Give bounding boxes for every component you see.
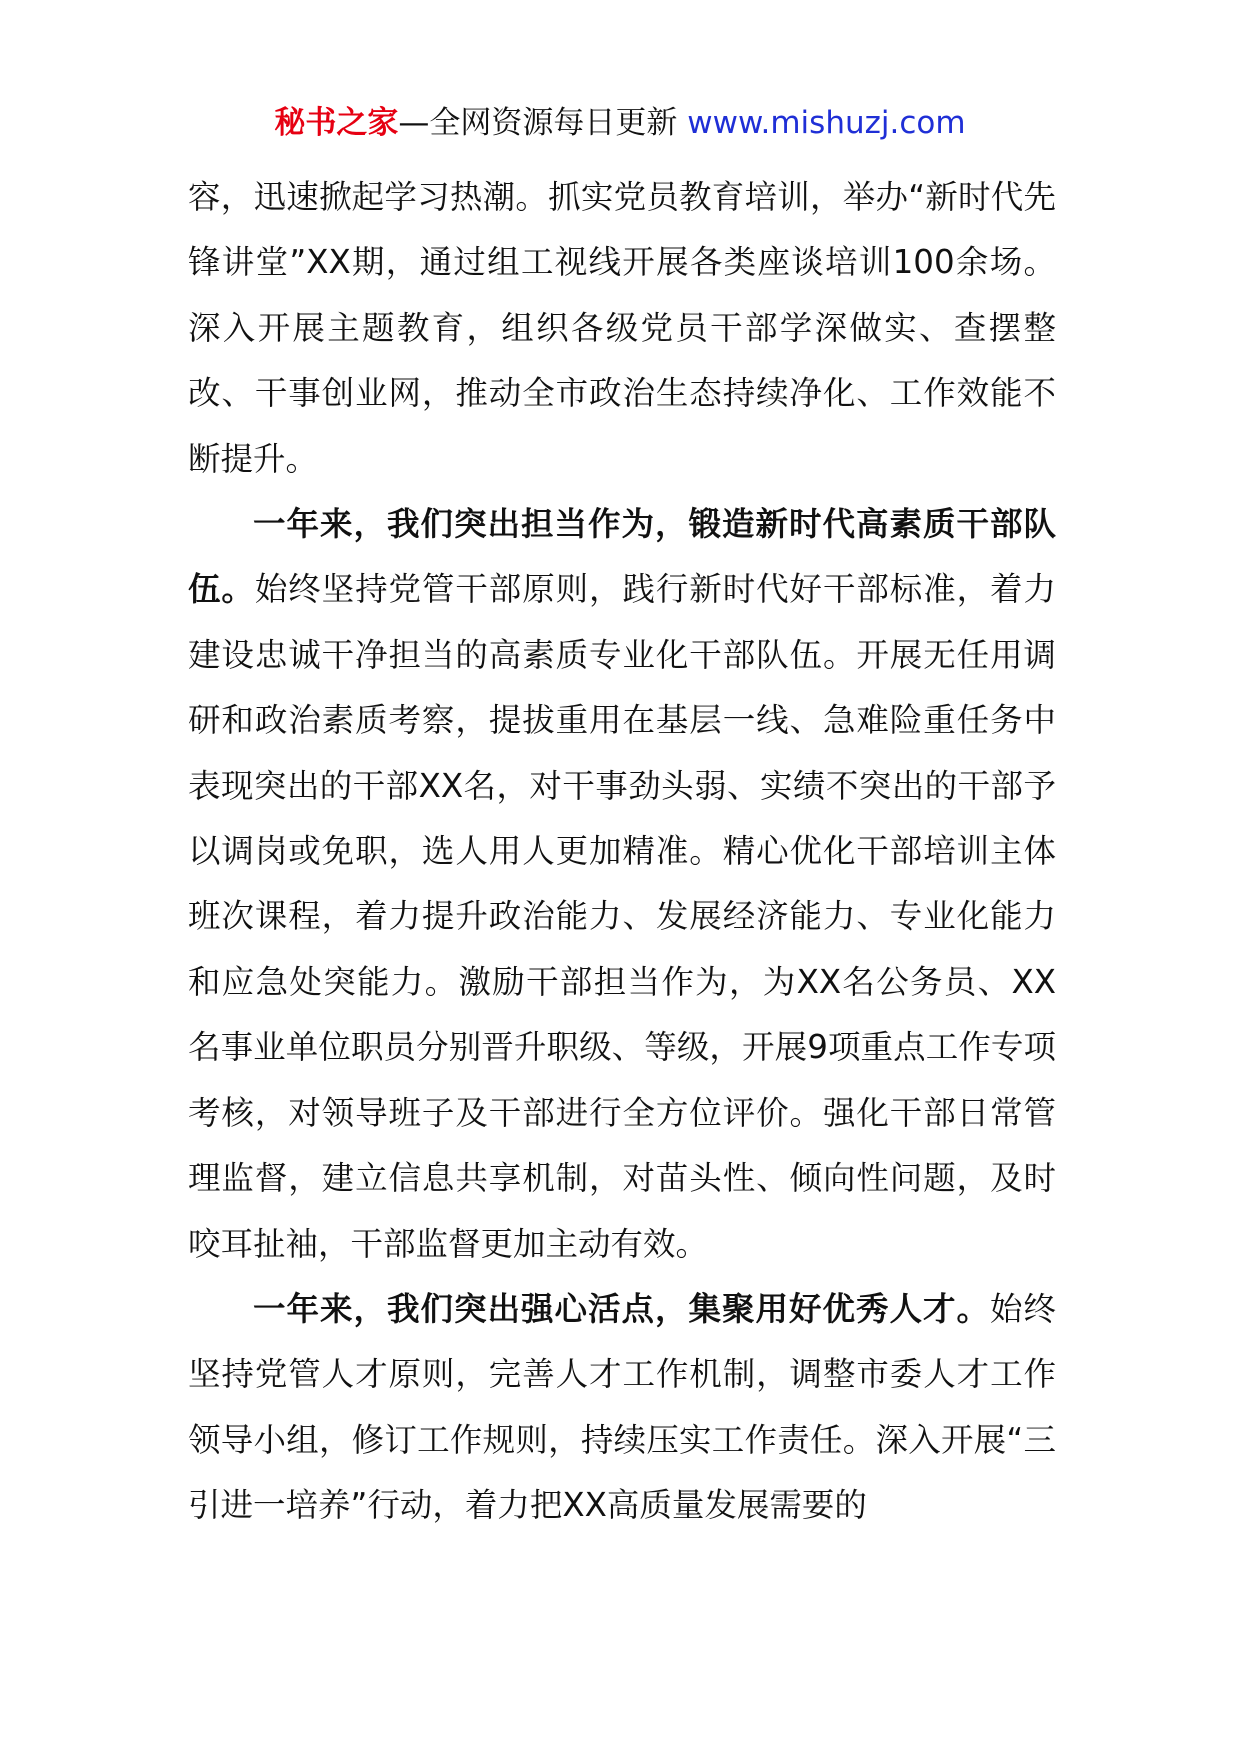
brand-name: 秘书之家 xyxy=(274,105,399,141)
site-header xyxy=(0,101,1240,145)
paragraph-text: 始终坚持党管干部原则，践行新时代好干部标准，着力建设忠诚干净担当的高素质专业化干部队伍。开展无任用调研和政治素质考察，提拔重用在基层一线、急难险重任务中表现突出的干部XX名，对干事劲头弱、实绩不突出的干部予以调岗或免职，选人用人更加精准。精心优化干部培训主体班次课程，着力提升政治能力、发展经济能力、专业化能力和应急处突能力。激励干部担当作为，为XX名公务员、XX名事业单位职员分别晋升职级、等级，开展9项重点工作专项考核，对领导班子及干部进行全方位评价。强化干部日常管理监督，建立信息共享机制，对苗头性、倾向性问题，及时咬耳扯袖，干部监督更加主动有效。 xyxy=(188,570,1056,1263)
paragraph-text: 容，迅速掀起学习热潮。抓实党员教育培训，举办“新时代先锋讲堂”XX期，通过组工视线开展各类座谈培训100余场。深入开展主题教育，组织各级党员干部学深做实、查摆整改、干事创业网，推动全市政治生态持续净化、工作效能不断提升。 xyxy=(188,178,1056,478)
site-slogan: —全网资源每日更新 xyxy=(398,105,688,141)
paragraph-talent xyxy=(188,1277,1056,1539)
site-url-link[interactable]: www.mishuzj.com xyxy=(687,105,966,141)
paragraph-lead: 一年来，我们突出强心活点，集聚用好优秀人才。 xyxy=(253,1289,990,1328)
document-body xyxy=(188,165,1056,1539)
paragraph-lead: 一年来，我们突出担当作为，锻造新时代高素质干部队伍。 xyxy=(188,505,1056,609)
paragraph-continued xyxy=(188,165,1056,492)
paragraph-cadre-team xyxy=(188,492,1056,1277)
paragraph-text: 始终坚持党管人才原则，完善人才工作机制，调整市委人才工作领导小组，修订工作规则，持续压实工作责任。深入开展“三引进一培养”行动，着力把XX高质量发展需要的 xyxy=(188,1289,1056,1525)
